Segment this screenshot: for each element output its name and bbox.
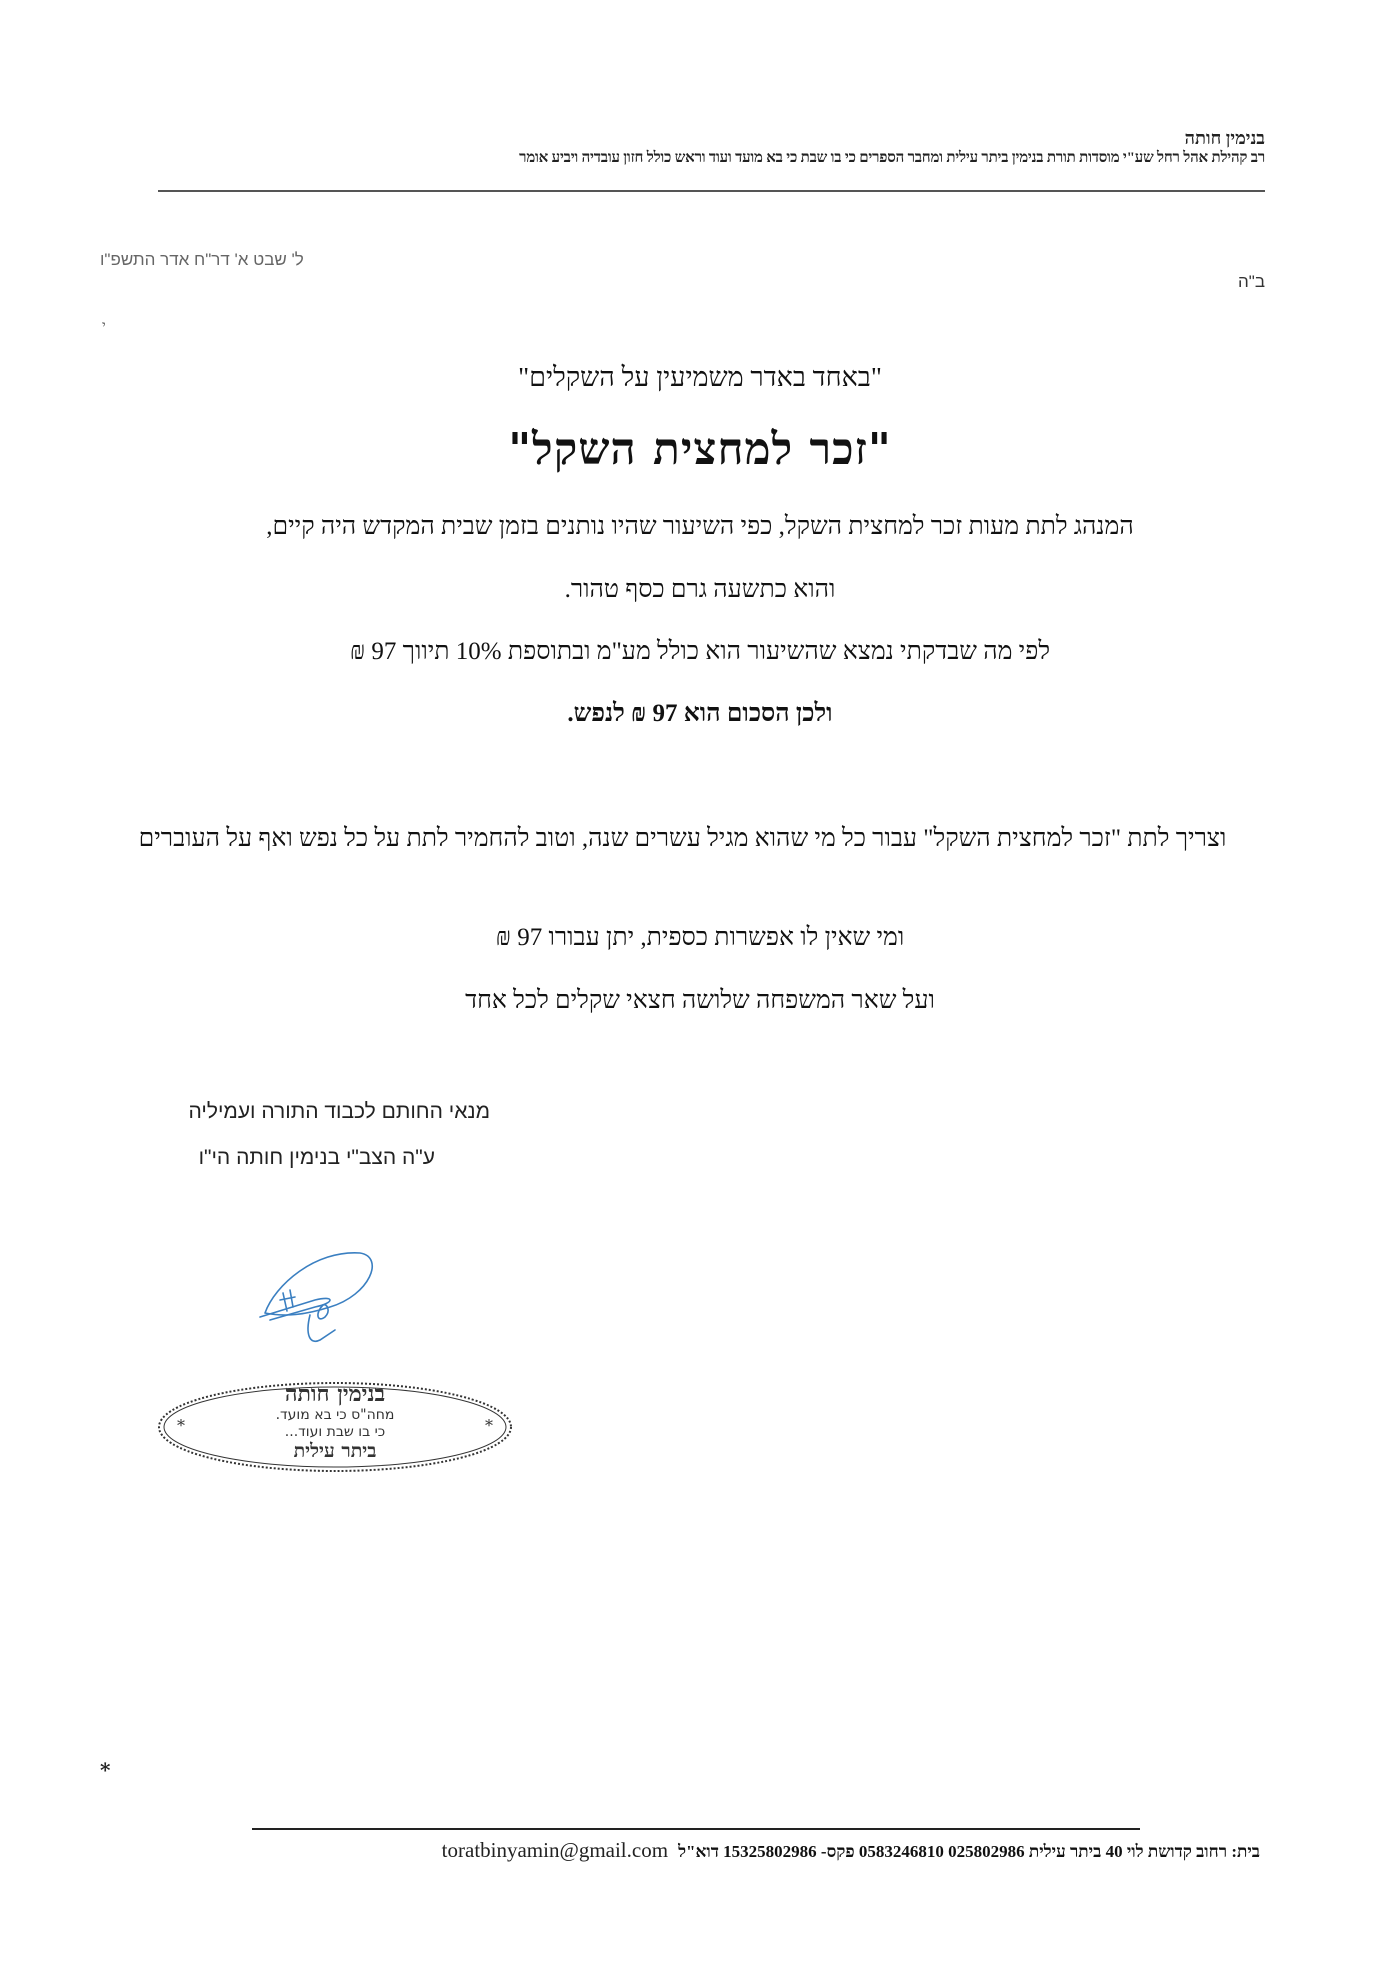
opening-quote: "באחד באדר משמיעין על השקלים" — [518, 362, 882, 392]
signoff-line-1: מנאי החותם לכבוד התורה ועמיליה — [188, 1100, 490, 1123]
paragraph-family: ועל שאר המשפחה שלושה חצאי שקלים לכל אחד — [465, 987, 935, 1014]
date-line: ל' שבט א' דר"ח אדר התשפ"ו — [100, 250, 304, 269]
header-divider — [158, 190, 1265, 192]
footer-address: בית: רחוב קדושת לוי 40 ביתר עילית 025802986 0583246810 פקס- 15325802986 דוא"ל — [678, 1842, 1260, 1861]
stamp-line-3: כי בו שבת ועוד... — [284, 1424, 386, 1440]
paragraph-weight: והוא כתשעה גרם כסף טהור. — [564, 576, 836, 603]
stamp-line-2: מחה"ס כי בא מועד. — [275, 1407, 395, 1423]
stamp-star-right: * — [485, 1416, 493, 1435]
stamp-star-left: * — [177, 1416, 185, 1435]
rabbi-stamp — [155, 1380, 515, 1475]
page-title: "זכר למחצית השקל" — [508, 424, 892, 475]
letterhead-subtitle: רב קהילת אהל רחל שע"י מוסדות תורת בנימין ביתר עילית ומחבר הספרים כי בו שבת כי בא מועד ועוד וראש כולל חזון עובדיה ויביע אומר — [519, 150, 1265, 166]
stamp-name: בנימין חותה — [284, 1381, 386, 1407]
paragraph-calculation: לפי מה שבדקתי נמצא שהשיעור הוא כולל מע"מ ובתוספת 10% תיווך 97 ₪ — [349, 638, 1051, 665]
stamp-city: ביתר עילית — [293, 1440, 377, 1462]
footer-divider — [252, 1828, 1140, 1830]
paragraph-who-gives: וצריך לתת "זכר למחצית השקל" עבור כל מי שהוא מגיל עשרים שנה, וטוב להחמיר לתת על כל נפש ואף על העוברים — [138, 825, 1227, 852]
paragraph-total: ולכן הסכום הוא 97 ₪ לנפש. — [567, 700, 833, 727]
paragraph-no-means: ומי שאין לו אפשרות כספית, יתן עבורו 97 ₪ — [495, 924, 905, 951]
signature-image — [235, 1245, 385, 1355]
signoff-line-2: ע"ה הצב"י בנימין חותה הי"ו — [198, 1146, 435, 1169]
bh-mark: ב"ה — [1238, 272, 1265, 291]
letterhead-name: בנימין חותה — [1184, 128, 1265, 148]
stray-mark: י — [102, 318, 106, 334]
footer-contact — [250, 1838, 1260, 1863]
footnote-asterisk: * — [100, 1758, 111, 1782]
paragraph-custom: המנהג לתת מעות זכר למחצית השקל, כפי השיעור שהיו נותנים בזמן שבית המקדש היה קיים, — [266, 513, 1134, 540]
footer-email[interactable]: toratbinyamin@gmail.com — [441, 1838, 669, 1862]
